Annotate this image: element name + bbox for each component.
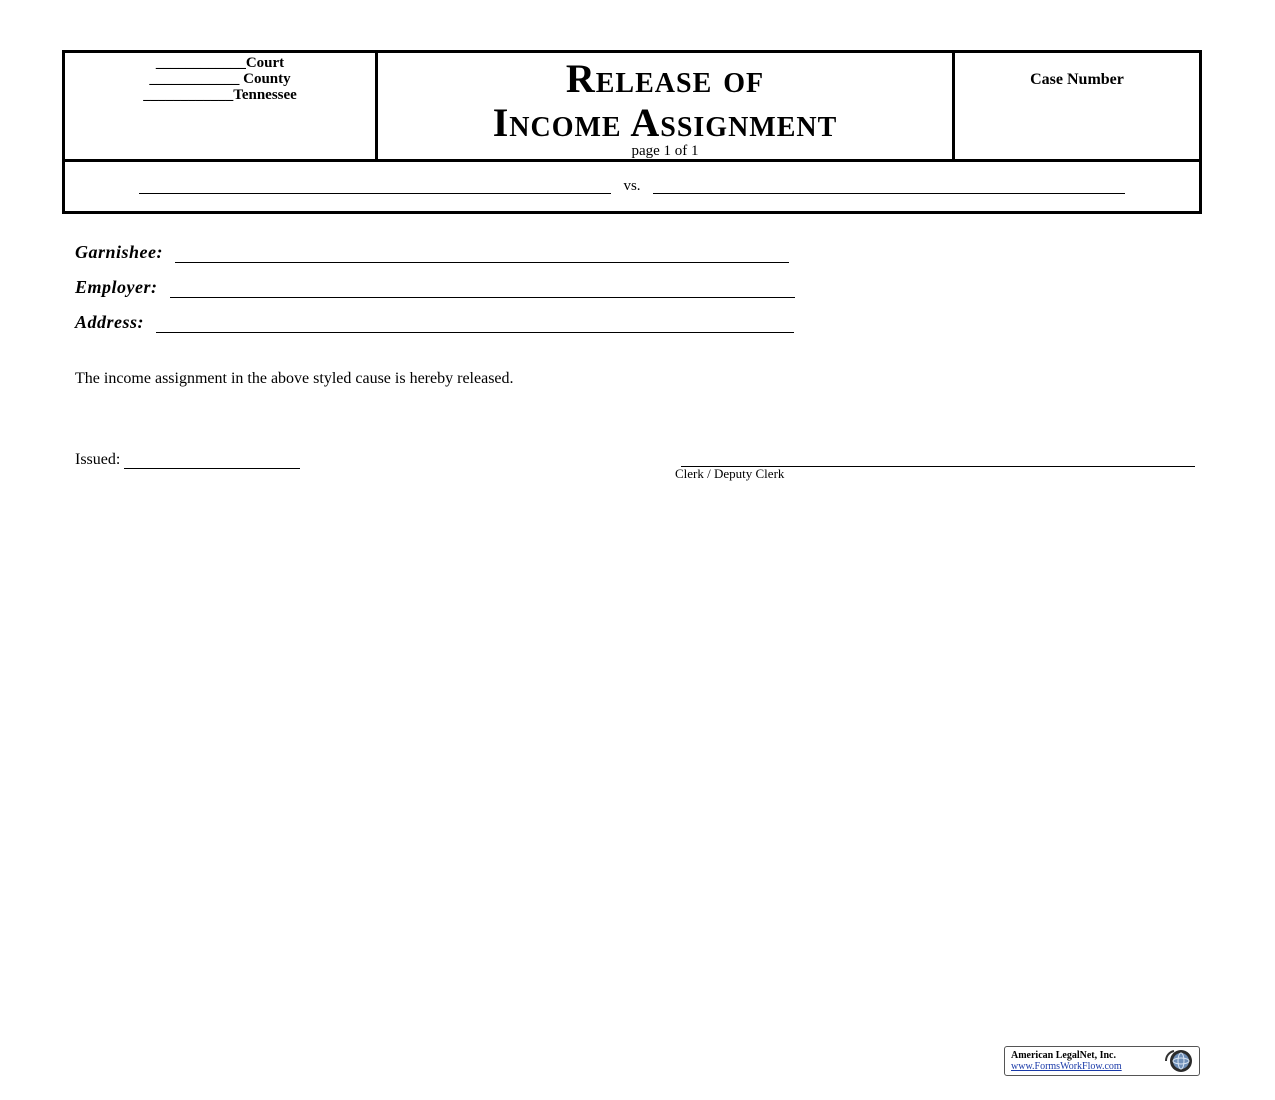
employer-label: Employer: (75, 277, 158, 297)
form-header (62, 50, 1202, 214)
parties-row (65, 162, 1199, 211)
brand-url-link[interactable]: www.FormsWorkFlow.com (1011, 1061, 1122, 1072)
issued-row (75, 451, 300, 469)
vs-label: vs. (623, 178, 641, 194)
address-row (75, 312, 794, 333)
globe-logo-icon (1162, 1048, 1196, 1074)
employer-field[interactable] (170, 283, 795, 298)
title-line-1: Release of (565, 56, 765, 101)
release-statement: The income assignment in the above styled cause is hereby released. (75, 370, 514, 387)
header-top-row (65, 53, 1199, 162)
brand-name: American LegalNet, Inc. (1011, 1050, 1116, 1061)
garnishee-label: Garnishee: (75, 242, 164, 262)
case-number-cell[interactable] (955, 53, 1199, 159)
county-line[interactable]: ____________ County (149, 71, 291, 87)
brand-badge[interactable] (1004, 1046, 1200, 1076)
title-cell (378, 53, 955, 159)
plaintiff-field[interactable] (139, 179, 611, 194)
address-field[interactable] (156, 318, 794, 333)
court-cell (65, 53, 378, 159)
garnishee-row (75, 242, 789, 263)
court-name-line[interactable]: ____________Court (155, 55, 285, 71)
clerk-signature-field[interactable] (681, 452, 1195, 467)
court-lines (65, 55, 375, 103)
title-line-2: Income Assignment (492, 100, 838, 145)
defendant-field[interactable] (653, 179, 1125, 194)
issued-label: Issued: (75, 451, 121, 468)
employer-row (75, 277, 795, 298)
garnishee-field[interactable] (175, 248, 789, 263)
address-label: Address: (75, 312, 145, 332)
form-title (378, 57, 952, 145)
page-indicator: page 1 of 1 (631, 143, 699, 159)
clerk-label: Clerk / Deputy Clerk (675, 466, 785, 481)
issued-date-field[interactable] (124, 454, 300, 469)
case-number-label: Case Number (1030, 71, 1124, 88)
state-line[interactable]: ____________Tennessee (143, 87, 297, 103)
